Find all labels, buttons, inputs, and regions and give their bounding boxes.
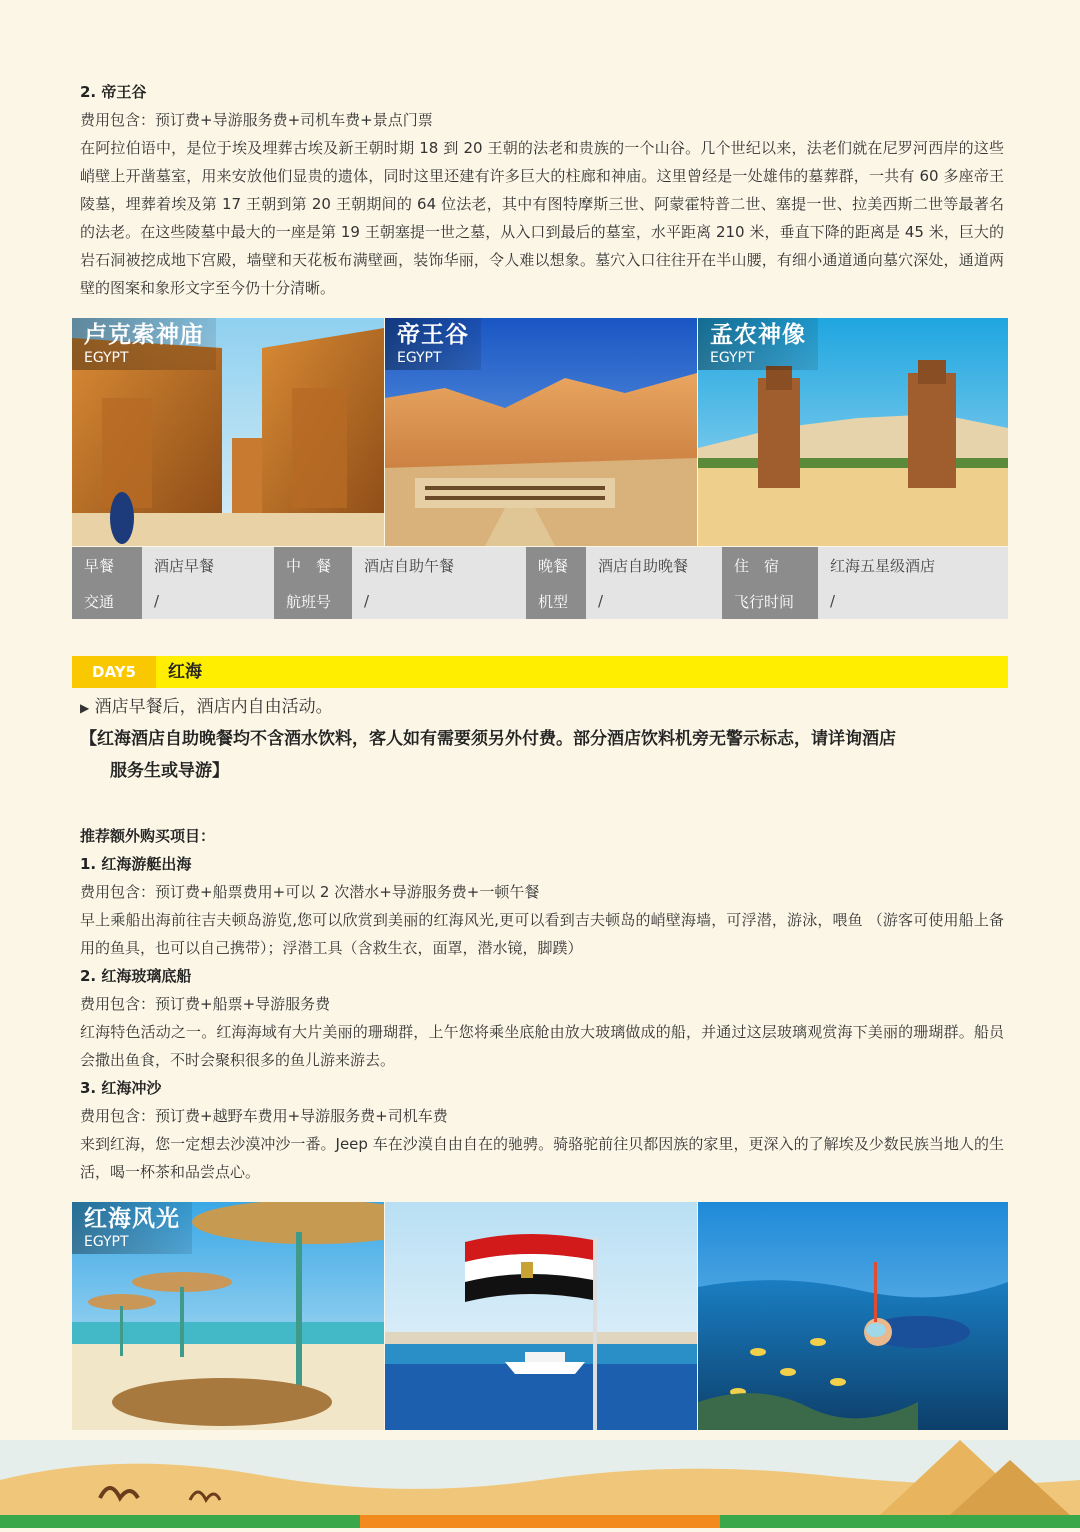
caption-sub: EGYPT — [710, 350, 755, 366]
extra-item-desc: 红海特色活动之一。红海海域有大片美丽的珊瑚群，上午您将乘坐底舱由放大玻璃做成的船，并通过这层玻璃观赏海下美丽的珊瑚群。船员会撒出鱼食，不时会聚积很多的鱼儿游来游去。 — [80, 1023, 1004, 1069]
breakfast-label: 早餐 — [72, 547, 142, 583]
flight-value: / — [352, 583, 526, 619]
day-number: DAY5 — [72, 656, 156, 688]
dinner-value: 酒店自助晚餐 — [586, 547, 722, 583]
photo-red-sea-beach — [72, 1202, 384, 1430]
traffic-label: 交通 — [72, 583, 142, 619]
lunch-label: 中 餐 — [274, 547, 352, 583]
extra-item-title: 1. 红海游艇出海 — [80, 855, 192, 873]
day5-content — [80, 692, 1004, 787]
caption-title: 帝王谷 — [397, 322, 469, 348]
extra-item-desc: 来到红海，您一定想去沙漠冲沙一番。Jeep 车在沙漠自由自在的驰骋。骑骆驼前往贝都因族的家里，更深入的了解埃及少数民族当地人的生活，喝一杯茶和品尝点心。 — [80, 1135, 1004, 1181]
plane-label: 机型 — [526, 583, 586, 619]
caption-sub: EGYPT — [397, 350, 442, 366]
lunch-value: 酒店自助午餐 — [352, 547, 526, 583]
photo-snorkeling — [698, 1202, 1008, 1430]
caption-sub: EGYPT — [84, 350, 129, 366]
section-valley-of-kings — [80, 78, 1004, 302]
flight-time-value: / — [818, 583, 1008, 619]
description: 在阿拉伯语中，是位于埃及埋葬古埃及新王朝时期 18 到 20 王朝的法老和贵族的一个山谷。几个世纪以来，法老们就在尼罗河西岸的这些峭壁上开凿墓室，用来安放他们显贵的遗体，同时这里还建有许多巨大的柱廊和神庙。这里曾经是一处雄伟的墓葬群，一共有 60 多座帝王陵墓，埋葬着埃及第 17 王朝到第 20 王朝期间的 64 位法老，其中有图特摩斯三世、阿蒙霍特普二世、塞提一世、拉美西斯二世等最著名的法老。在这些陵墓中最大的一座是第 19 王朝塞提一世之墓，从入口到最后的墓室，水平距离 210 米，垂直下降的距离是 45 米，巨大的岩石洞被挖成地下宫殿，墙壁和天花板布满壁画，装饰华丽，令人难以想象。墓穴入口往往开在半山腰，有细小通道通向墓穴深处，通道两壁的图案和象形文字至今仍十分清晰。 — [80, 139, 1004, 297]
caption-title: 卢克索神庙 — [84, 322, 204, 348]
traffic-value: / — [142, 583, 274, 619]
photo-valley-of-kings — [385, 318, 697, 546]
decorative-footer — [0, 1420, 1080, 1528]
caption-title: 红海风光 — [84, 1206, 180, 1232]
flight-time-label: 飞行时间 — [722, 583, 818, 619]
extra-item-title: 3. 红海冲沙 — [80, 1079, 162, 1097]
photo-colossi-of-memnon — [698, 318, 1008, 546]
extra-item-desc: 早上乘船出海前往吉夫顿岛游览,您可以欣赏到美丽的红海风光,更可以看到吉夫顿岛的峭壁海墙，可浮潜，游泳，喂鱼 （游客可使用船上备用的鱼具，也可以自己携带）；浮潜工具（含救生衣，面罩，潜水镜，脚蹼） — [80, 911, 1004, 957]
notice-line-1: 【红海酒店自助晚餐均不含酒水饮料，客人如有需要须另外付费。部分酒店饮料机旁无警示标志，请详询酒店 — [80, 729, 896, 749]
photo-caption — [385, 318, 481, 370]
extra-item-fee: 费用包含：预订费+越野车费用+导游服务费+司机车费 — [80, 1107, 448, 1125]
photo-caption — [698, 318, 818, 370]
extra-item-title: 2. 红海玻璃底船 — [80, 967, 192, 985]
flight-label: 航班号 — [274, 583, 352, 619]
extras-heading: 推荐额外购买项目： — [80, 827, 216, 845]
plane-value: / — [586, 583, 722, 619]
notice-line-2: 服务生或导游】 — [110, 761, 229, 781]
meal-info-table — [72, 547, 1008, 619]
stay-value: 红海五星级酒店 — [818, 547, 1008, 583]
schedule-text: 酒店早餐后，酒店内自由活动。 — [94, 697, 333, 717]
extra-item-fee: 费用包含：预订费+船票费用+可以 2 次潜水+导游服务费+一顿午餐 — [80, 883, 540, 901]
photo-caption — [72, 1202, 192, 1254]
bullet-arrow-icon: ▶ — [80, 701, 90, 715]
dinner-label: 晚餐 — [526, 547, 586, 583]
fee-line: 费用包含：预订费+导游服务费+司机车费+景点门票 — [80, 111, 433, 129]
extra-item-fee: 费用包含：预订费+船票+导游服务费 — [80, 995, 331, 1013]
schedule-item — [80, 692, 1004, 723]
photo-luxor-temple — [72, 318, 384, 546]
section-heading: 2. 帝王谷 — [80, 83, 147, 101]
extras-section — [80, 822, 1004, 1186]
photo-caption — [72, 318, 216, 370]
caption-title: 孟农神像 — [710, 322, 806, 348]
breakfast-value: 酒店早餐 — [142, 547, 274, 583]
photo-egypt-flag-yacht — [385, 1202, 697, 1430]
stay-label: 住 宿 — [722, 547, 818, 583]
day-title: 红海 — [168, 662, 202, 682]
caption-sub: EGYPT — [84, 1234, 129, 1250]
day-header — [72, 656, 1008, 688]
